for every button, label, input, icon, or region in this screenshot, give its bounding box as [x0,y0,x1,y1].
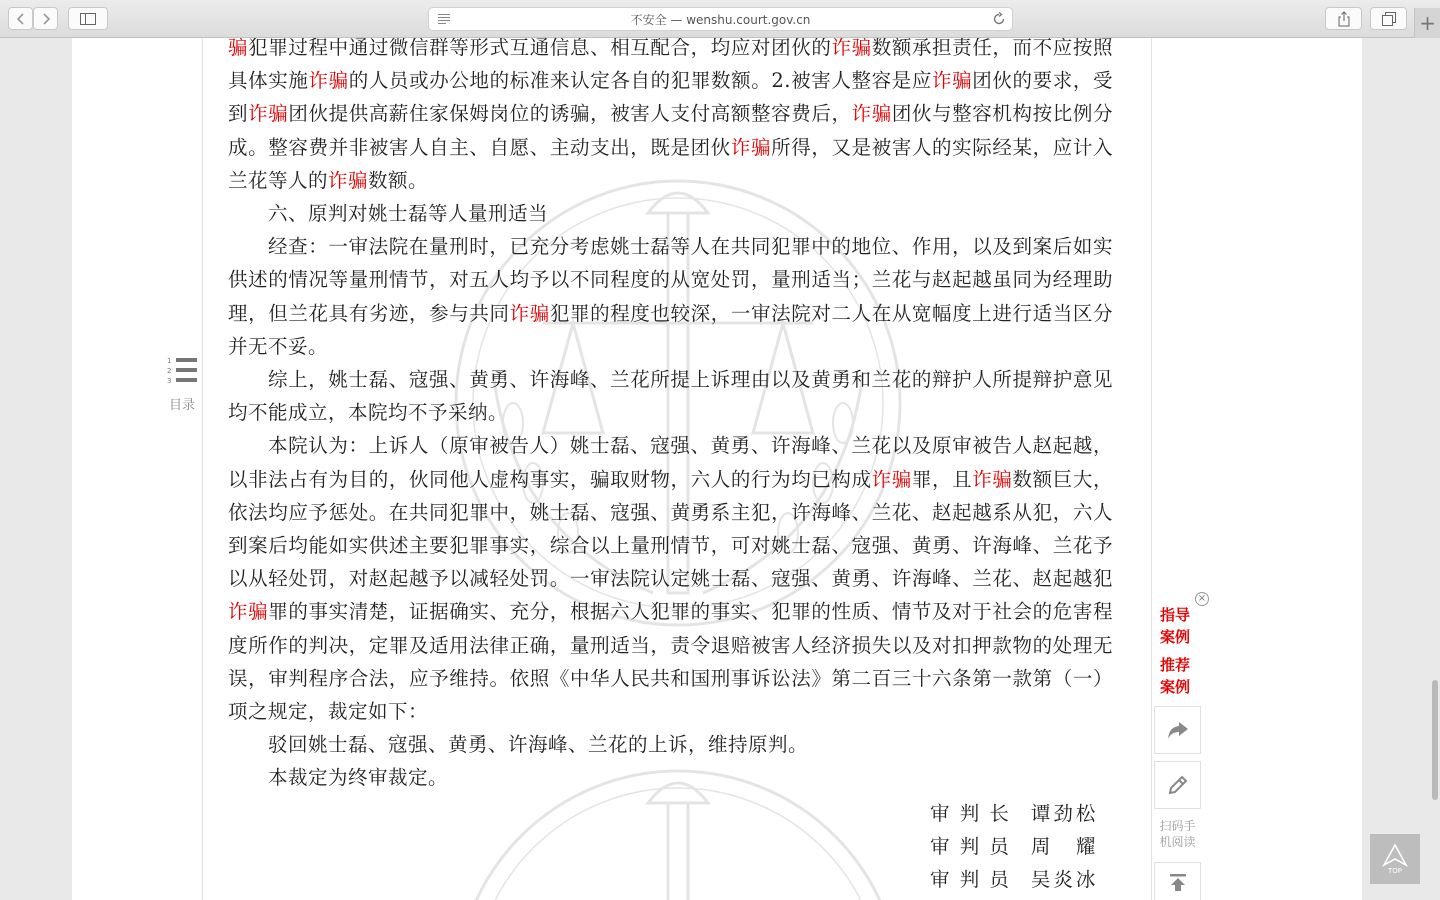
list-numbered-icon [165,356,199,386]
signature-role: 审 判 员 [930,868,1011,891]
guide-case-link[interactable]: 指导 案例 [1160,606,1191,646]
edit-note-button[interactable] [1154,761,1201,809]
highlight-keyword: 诈骗 [308,69,349,93]
triangle-up-icon [1382,843,1408,867]
highlight-keyword: 诈骗 [248,102,289,126]
signature-line [930,831,1152,859]
paragraph [228,761,1113,794]
paragraph [228,728,1113,761]
paragraph [228,429,1113,728]
qr-read-label[interactable]: 扫码手 机阅读 [1159,819,1196,849]
chevron-left-icon [16,13,26,25]
paragraph [228,230,1113,363]
highlight-keyword: 骗 [228,38,249,59]
share-icon [1337,11,1351,27]
signature-line [930,864,1152,892]
back-button[interactable] [8,7,33,30]
text-run: 团伙与整容机构按比例分成。整容费并非被害人自主、自愿、主动支出，既是团伙 [228,102,1113,159]
back-to-top-button[interactable] [1370,834,1420,884]
signature-name: 周 耀 [1030,835,1099,858]
highlight-keyword: 诈骗 [931,69,973,93]
highlight-keyword: 诈骗 [871,467,912,491]
pencil-icon [1167,774,1189,796]
text-run: 经查：一审法院在量刑时，已充分考虑姚士磊等人在共同犯罪中的地位、作用，以及到案后如实供述的情况等量刑情节，对五人均予以不同程度的从宽处罚，量刑适当；兰花与赵起越虽同为经理助理，但兰花具有劣迹，参与共同 [228,235,1113,325]
svg-text:3: 3 [167,377,172,385]
highlight-keyword: 诈骗 [328,168,369,192]
address-bar[interactable] [428,7,1013,31]
highlight-keyword: 诈骗 [851,102,892,126]
text-run: 罪的事实清楚，证据确实、充分，根据六人犯罪的事实、犯罪的性质、情节及对于社会的危害程度所作的判决，定罪及适用法律正确，量刑适当，责令退赔被害人经济损失以及对扣押款物的处理无误，审判程序合法，应予维持。依照《中华人民共和国刑事诉讼法》第二百三十六条第一款第（一）项之规定，裁定如下： [228,600,1113,724]
text-run: 数额。 [368,168,429,192]
text-run: 犯罪的程度也较深，一审法院对二人在从宽幅度上进行适当区分并无不妥。 [228,301,1113,358]
text-run: 综上，姚士磊、寇强、黄勇、许海峰、兰花所提上诉理由以及黄勇和兰花的辩护人所提辩护意见均不能成立，本院均不予采纳。 [228,368,1113,425]
sidebar-icon [80,13,96,25]
highlight-keyword: 诈骗 [831,38,872,59]
text-run: 所得，又是被害人的实际经某，应计入兰花等人的 [228,135,1113,192]
text-run: 数额巨大，依法均应予惩处。在共同犯罪中，姚士磊、寇强、黄勇系主犯，许海峰、兰花、赵起越系从犯，六人到案后均能如实供述主要犯罪事实，综合以上量刑情节，可对姚士磊、寇强、黄勇、许海峰、兰花予以从轻处罚，对赵起越予以减轻处罚。一审法院认定姚士磊、寇强、黄勇、许海峰、兰花、赵起越犯 [228,467,1113,591]
signature-line [930,798,1152,826]
browser-toolbar [0,0,1440,38]
share-button[interactable] [1154,706,1201,754]
highlight-keyword: 诈骗 [228,600,269,624]
judgment-text [228,38,1113,795]
reload-icon [992,12,1006,26]
reader-icon [437,13,451,25]
close-icon[interactable]: × [1195,592,1209,606]
text-run: 团伙的要求，受到 [228,69,1113,126]
toc-button[interactable] [160,356,204,413]
scroll-top-small-button[interactable] [1154,862,1201,900]
paragraph [228,197,1113,230]
svg-text:2: 2 [167,367,172,375]
text-run: 罪，且 [911,467,973,491]
text-run: 本裁定为终审裁定。 [268,766,449,790]
address-text: 不安全 — wenshu.court.gov.cn [630,12,811,27]
scrollbar[interactable] [1432,680,1438,800]
paragraph [228,363,1113,429]
toc-label: 目录 [168,398,195,413]
signature-role: 审 判 长 [930,802,1011,825]
chevron-right-icon [41,13,51,25]
highlight-keyword: 诈骗 [972,467,1013,491]
signature-name: 谭劲松 [1030,802,1099,825]
text-run: 的人员或办公地的标准来认定各自的犯罪数额。2.被害人整容是应 [348,69,932,93]
document-panel [202,38,1152,900]
forward-button[interactable] [33,7,58,30]
share-button[interactable] [1325,7,1362,30]
text-run: 数额承担责任，而不应按照具体实施 [228,38,1113,93]
case-links [1160,604,1200,704]
new-tab-button[interactable]: + [1414,8,1440,38]
paragraph [228,38,1113,197]
svg-text:1: 1 [167,357,172,365]
highlight-keyword: 诈骗 [509,301,550,325]
top-label: TOP [1387,867,1402,875]
tabs-button[interactable] [1370,7,1407,30]
tabs-icon [1382,12,1396,26]
share-arrow-icon [1167,720,1189,740]
text-run: 六、原判对姚士磊等人量刑适当 [268,202,549,226]
highlight-keyword: 诈骗 [730,135,772,159]
text-run: 驳回姚士磊、寇强、黄勇、许海峰、兰花的上诉，维持原判。 [268,733,809,757]
sidebar-toggle-button[interactable] [68,7,108,30]
signature-role: 审 判 员 [930,835,1011,858]
arrow-up-bar-icon [1168,872,1188,892]
text-run: 本院认为：上诉人（原审被告人）姚士磊、寇强、黄勇、许海峰、兰花以及原审被告人赵起越，以非法占有为目的，伙同他人虚构事实，骗取财物，六人的行为均已构成 [228,434,1113,491]
text-run: 团伙提供高薪住家保姆岗位的诱骗，被害人支付高额整容费后， [288,102,852,126]
signature-name: 吴炎冰 [1030,868,1099,891]
text-run: 犯罪过程中通过微信群等形式互通信息、相互配合，均应对团伙的 [248,38,832,59]
recommend-case-link[interactable]: 推荐 案例 [1160,656,1191,696]
